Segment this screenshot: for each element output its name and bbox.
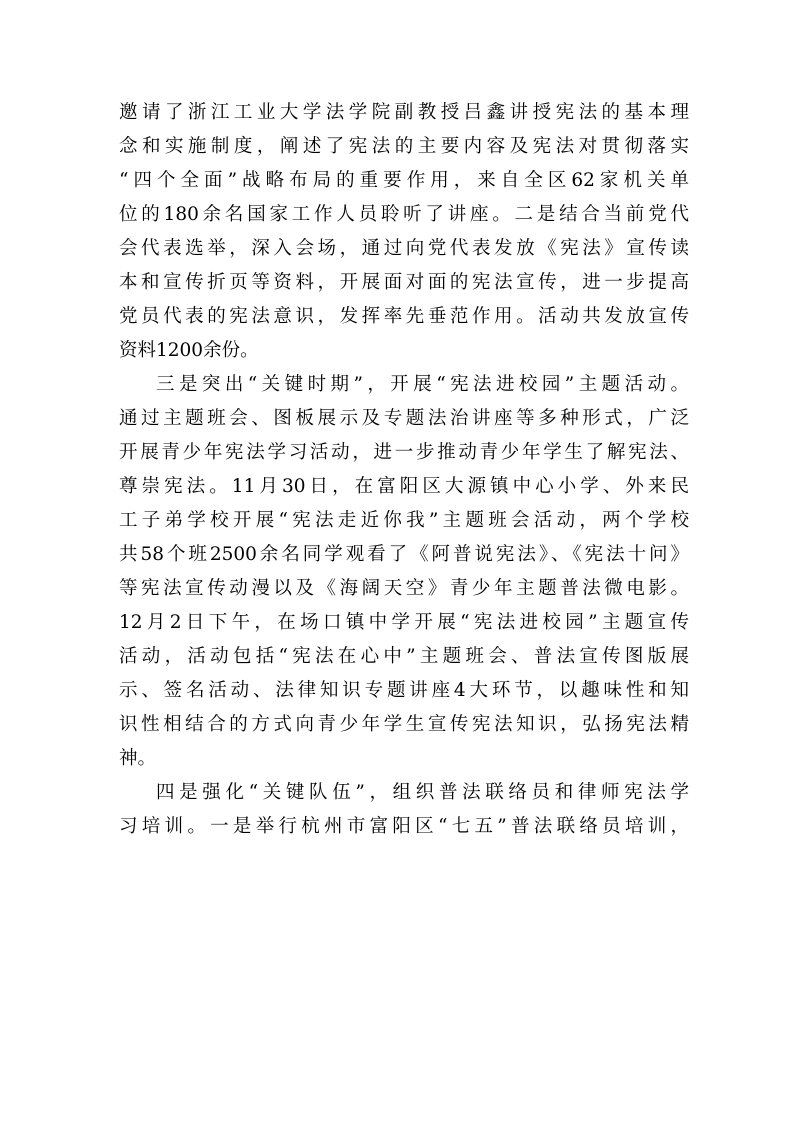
- text-line: 会代表选举，深入会场，通过向党代表发放《宪法》宣传读: [119, 238, 689, 259]
- text-line: 党员代表的宪法意识，发挥率先垂范作用。活动共发放宣传: [119, 306, 689, 327]
- paragraph-3: [119, 776, 689, 844]
- text-line: 示、签名活动、法律知识专题讲座4大环节，以趣味性和知: [119, 680, 689, 701]
- text-line: 资料1200余份。: [119, 340, 259, 361]
- text-line: 念和实施制度，阐述了宪法的主要内容及宪法对贯彻落实: [119, 136, 689, 157]
- text-line: 活动，活动包括“宪法在心中”主题班会、普法宣传图版展: [119, 646, 689, 667]
- text-line: 通过主题班会、图板展示及专题法治讲座等多种形式，广泛: [119, 408, 689, 429]
- text-line: 习培训。一是举行杭州市富阳区“七五”普法联络员培训，: [119, 816, 689, 837]
- text-line: 四是强化“关键队伍”，组织普法联络员和律师宪法学: [156, 782, 689, 803]
- text-line: 尊崇宪法。11月30日，在富阳区大源镇中心小学、外来民: [119, 476, 689, 497]
- text-line: 工子弟学校开展“宪法走近你我”主题班会活动，两个学校: [119, 510, 689, 531]
- text-line: 位的180余名国家工作人员聆听了讲座。二是结合当前党代: [119, 204, 689, 225]
- text-line: 12月2日下午，在场口镇中学开展“宪法进校园”主题宣传: [119, 612, 689, 633]
- paragraph-2: [119, 368, 689, 776]
- text-line: 等宪法宣传动漫以及《海阔天空》青少年主题普法微电影。: [119, 578, 689, 599]
- text-line: 本和宣传折页等资料，开展面对面的宪法宣传，进一步提高: [119, 272, 689, 293]
- text-line: 三是突出“关键时期”，开展“宪法进校园”主题活动。: [156, 374, 689, 395]
- text-line: 识性相结合的方式向青少年学生宣传宪法知识，弘扬宪法精: [119, 714, 689, 735]
- document-body: [119, 96, 689, 844]
- text-line: 开展青少年宪法学习活动，进一步推动青少年学生了解宪法、: [119, 442, 689, 463]
- text-line: “四个全面”战略布局的重要作用，来自全区62家机关单: [119, 170, 689, 191]
- text-line: 神。: [119, 748, 157, 769]
- paragraph-1: [119, 96, 689, 368]
- text-line: 共58个班2500余名同学观看了《阿普说宪法》、《宪法十问》: [119, 544, 689, 565]
- text-line: 邀请了浙江工业大学法学院副教授吕鑫讲授宪法的基本理: [119, 102, 689, 123]
